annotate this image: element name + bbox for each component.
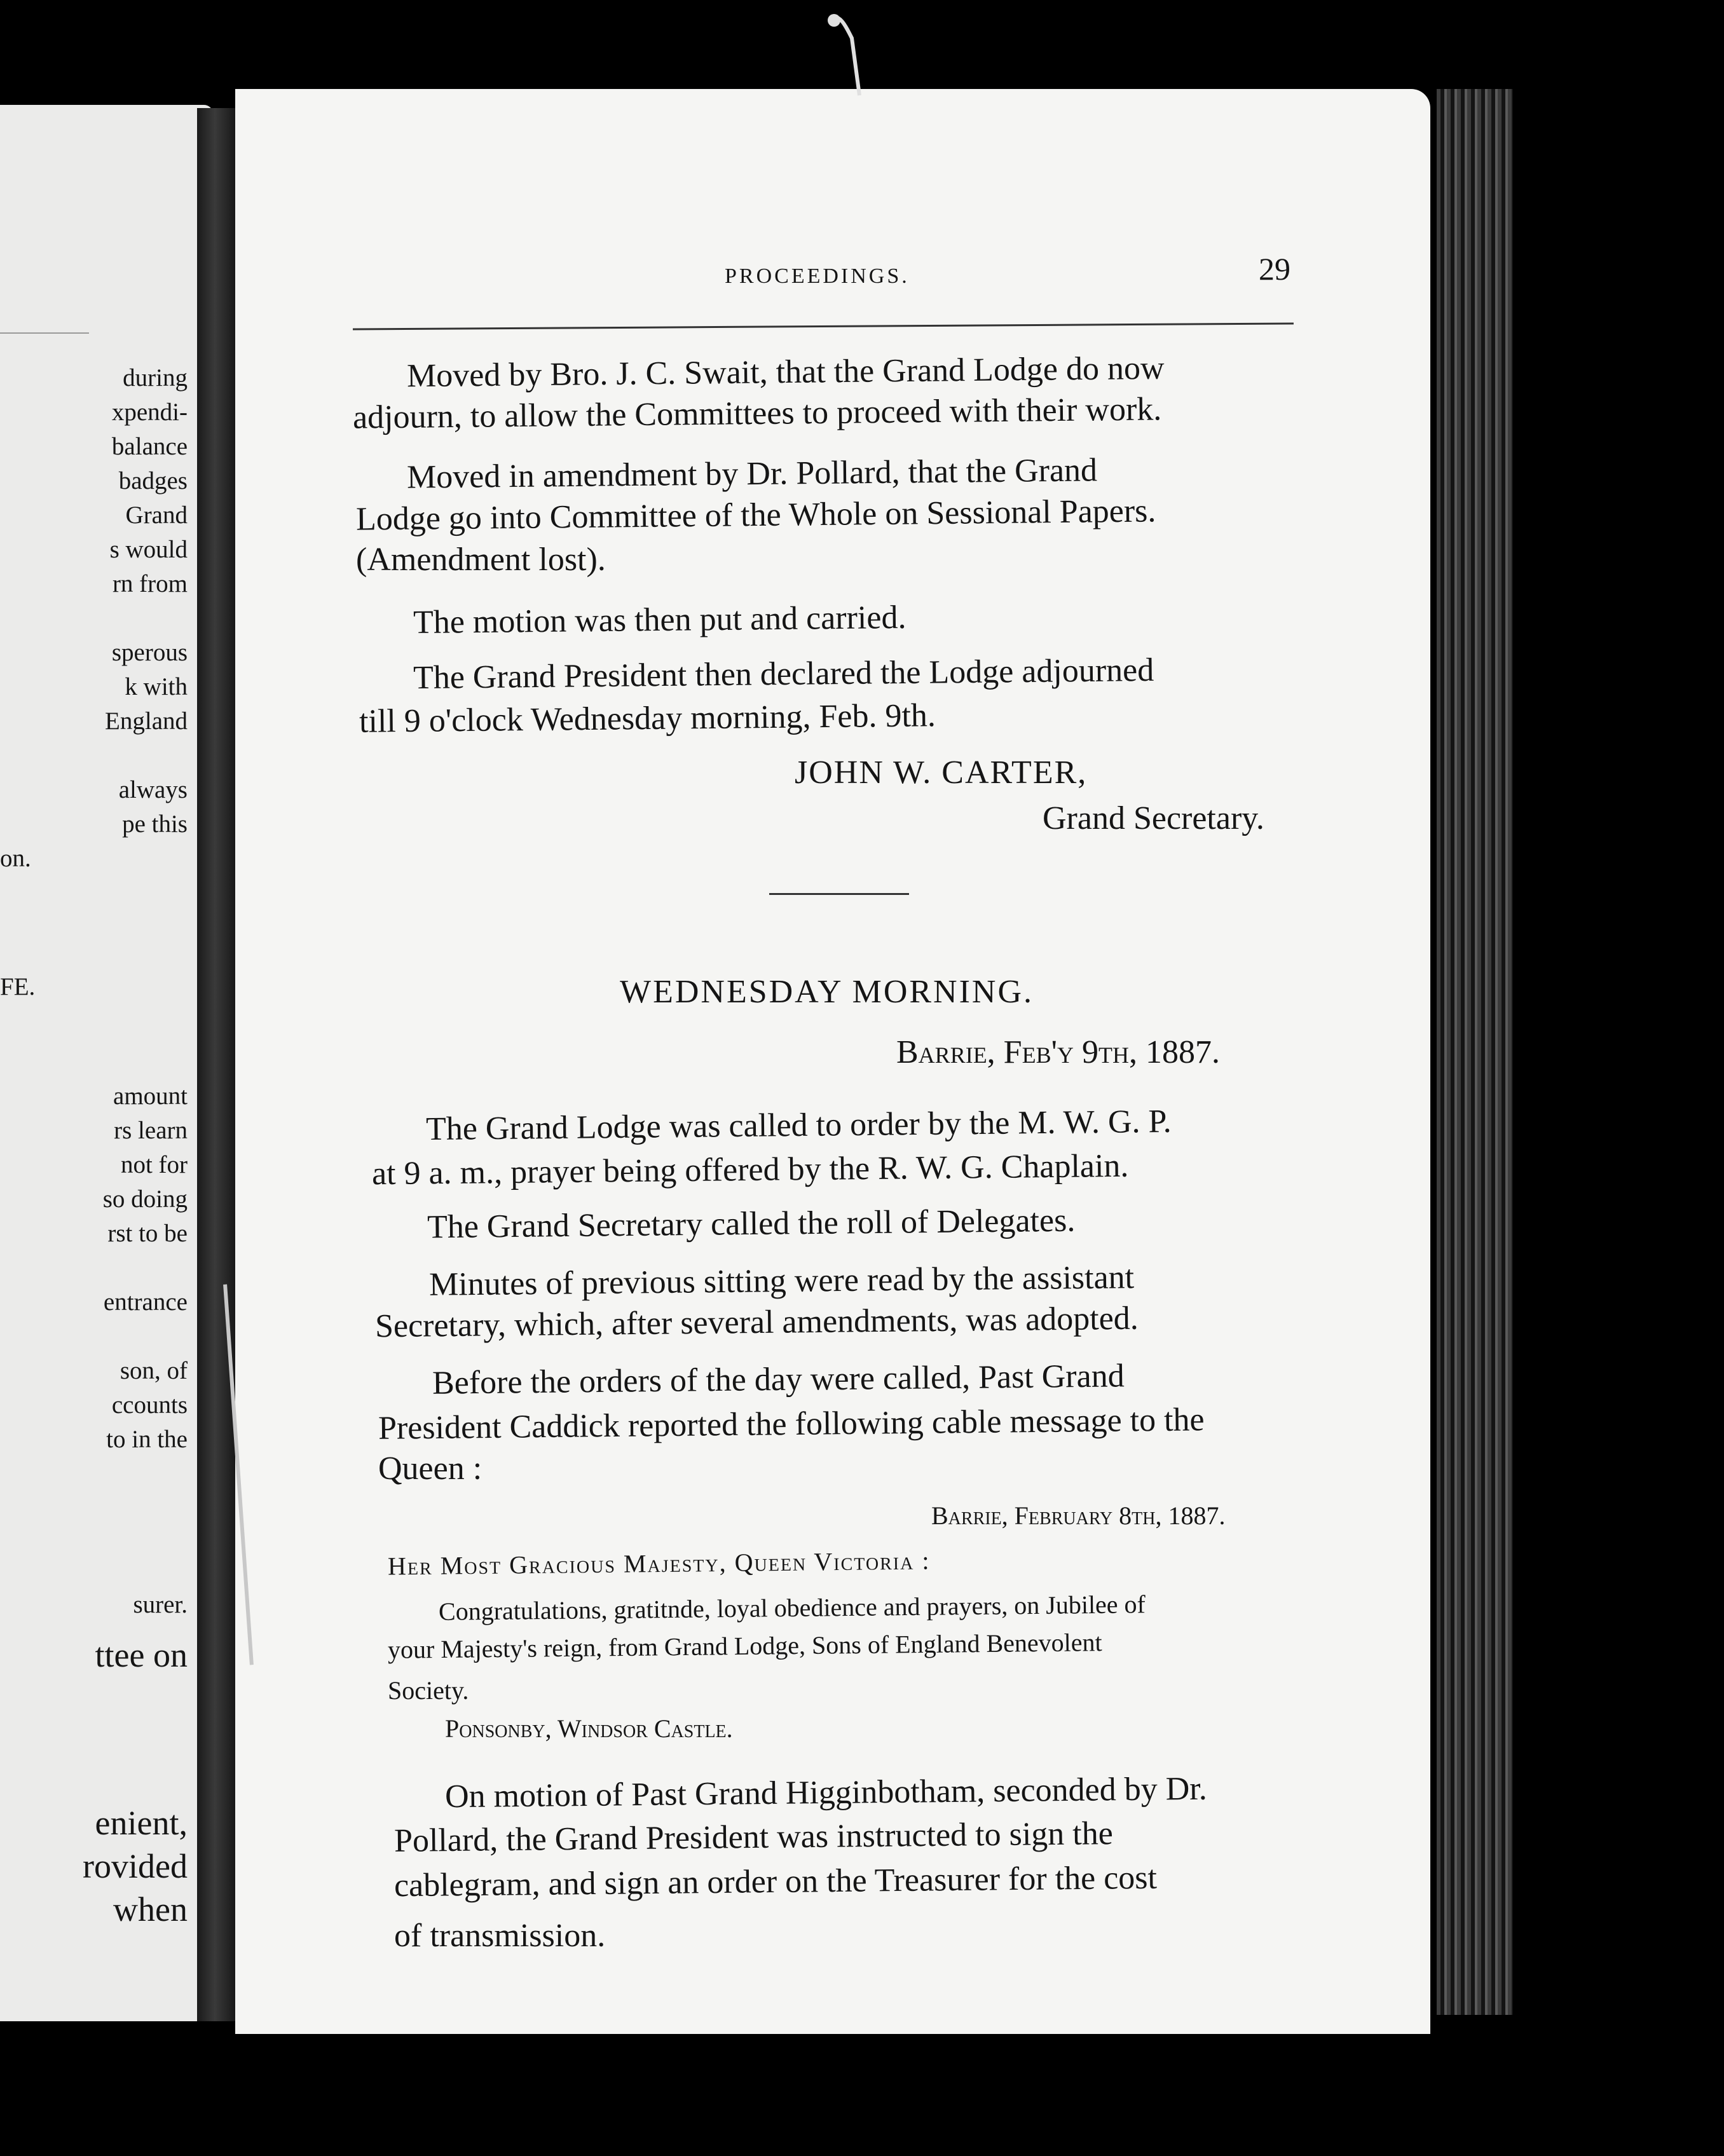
cable-body-line: Congratulations, gratitnde, loyal obedience and prayers, on Jubilee of <box>438 1590 1146 1626</box>
left-page-line: Grand <box>125 501 188 529</box>
left-page-line: pe this <box>122 810 188 838</box>
left-page-line: not for <box>120 1151 188 1178</box>
left-page-line: rst to be <box>107 1220 188 1247</box>
left-page-line: balance <box>111 433 188 460</box>
left-page-line: entrance <box>103 1288 188 1316</box>
left-page-line: amount <box>113 1082 188 1110</box>
left-page-line: surer. <box>133 1591 188 1618</box>
running-title: PROCEEDINGS. <box>725 264 910 288</box>
left-page-line: when <box>113 1890 188 1928</box>
paragraph-line: till 9 o'clock Wednesday morning, Feb. 9th. <box>359 697 936 740</box>
left-page-line: so doing <box>102 1185 188 1213</box>
cable-reply: Ponsonby, Windsor Castle. <box>445 1714 733 1743</box>
paragraph-line: The Grand President then declared the Lodge adjourned <box>413 652 1154 697</box>
left-page-line: during <box>123 364 188 392</box>
left-page-line: always <box>118 776 188 803</box>
left-page-line: ttee on <box>95 1636 188 1674</box>
left-page-line: sperous <box>111 639 188 666</box>
section-heading: WEDNESDAY MORNING. <box>620 974 1034 1010</box>
left-page-line: s would <box>109 536 188 563</box>
signature-name: JOHN W. CARTER, <box>795 754 1088 791</box>
paragraph-line: adjourn, to allow the Committees to proceed with their work. <box>352 391 1162 436</box>
signature-title: Grand Secretary. <box>1043 800 1264 836</box>
left-page-line: xpendi- <box>111 399 188 426</box>
paragraph-line: Moved by Bro. J. C. Swait, that the Grand Lodge do now <box>406 350 1165 395</box>
paragraph-line: (Amendment lost). <box>356 542 606 578</box>
scan-artifact-icon <box>826 0 865 102</box>
dateline: Barrie, Feb'y 9th, 1887. <box>896 1034 1220 1070</box>
left-page-line: to in the <box>106 1426 188 1453</box>
paragraph-line: The Grand Lodge was called to order by the M. W. G. P. <box>425 1103 1172 1148</box>
left-facing-page <box>0 105 213 2021</box>
cable-address: Her Most Gracious Majesty, Queen Victoria : <box>387 1546 931 1581</box>
left-page-rule <box>0 332 89 334</box>
left-page-line: enient, <box>95 1804 188 1842</box>
paragraph-line: President Caddick reported the following cable message to the <box>378 1402 1205 1447</box>
cable-date: Barrie, February 8th, 1887. <box>931 1501 1226 1530</box>
left-page-line: badges <box>118 467 188 495</box>
cable-body-line: your Majesty's reign, from Grand Lodge, Sons of England Benevolent <box>387 1628 1102 1664</box>
paragraph-line: The motion was then put and carried. <box>413 599 906 641</box>
left-page-line: on. <box>0 845 31 872</box>
page-edges <box>1437 89 1513 2015</box>
section-divider <box>769 893 909 895</box>
left-page-line: k with <box>125 673 188 700</box>
paragraph-line: The Grand Secretary called the roll of Delegates. <box>427 1202 1076 1246</box>
paragraph-line: of transmission. <box>394 1918 606 1954</box>
paragraph-line: On motion of Past Grand Higginbotham, seconded by Dr. <box>444 1770 1208 1815</box>
paragraph-line: Queen : <box>378 1450 482 1487</box>
page-number: 29 <box>1259 251 1290 287</box>
paragraph-line: Secretary, which, after several amendments, was adopted. <box>374 1300 1139 1345</box>
paragraph-line: Minutes of previous sitting were read by the assistant <box>428 1259 1135 1303</box>
cable-body-line: Society. <box>388 1676 469 1705</box>
left-page-line: England <box>105 707 188 735</box>
left-page-line: rn from <box>112 570 188 597</box>
paragraph-line: at 9 a. m., prayer being offered by the R. W. G. Chaplain. <box>371 1147 1129 1192</box>
left-page-line: FE. <box>0 973 36 1000</box>
left-page-line: rovided <box>83 1847 188 1885</box>
paragraph-line: Lodge go into Committee of the Whole on Sessional Papers. <box>355 493 1156 538</box>
left-page-line: rs learn <box>114 1117 188 1144</box>
paragraph-line: cablegram, and sign an order on the Treasurer for the cost <box>393 1859 1158 1904</box>
left-page-line: ccounts <box>111 1391 188 1419</box>
paragraph-line: Moved in amendment by Dr. Pollard, that the Grand <box>406 452 1098 496</box>
paragraph-line: Before the orders of the day were called, Past Grand <box>432 1358 1125 1402</box>
paragraph-line: Pollard, the Grand President was instructed to sign the <box>393 1815 1114 1859</box>
left-page-line: son, of <box>120 1357 188 1384</box>
